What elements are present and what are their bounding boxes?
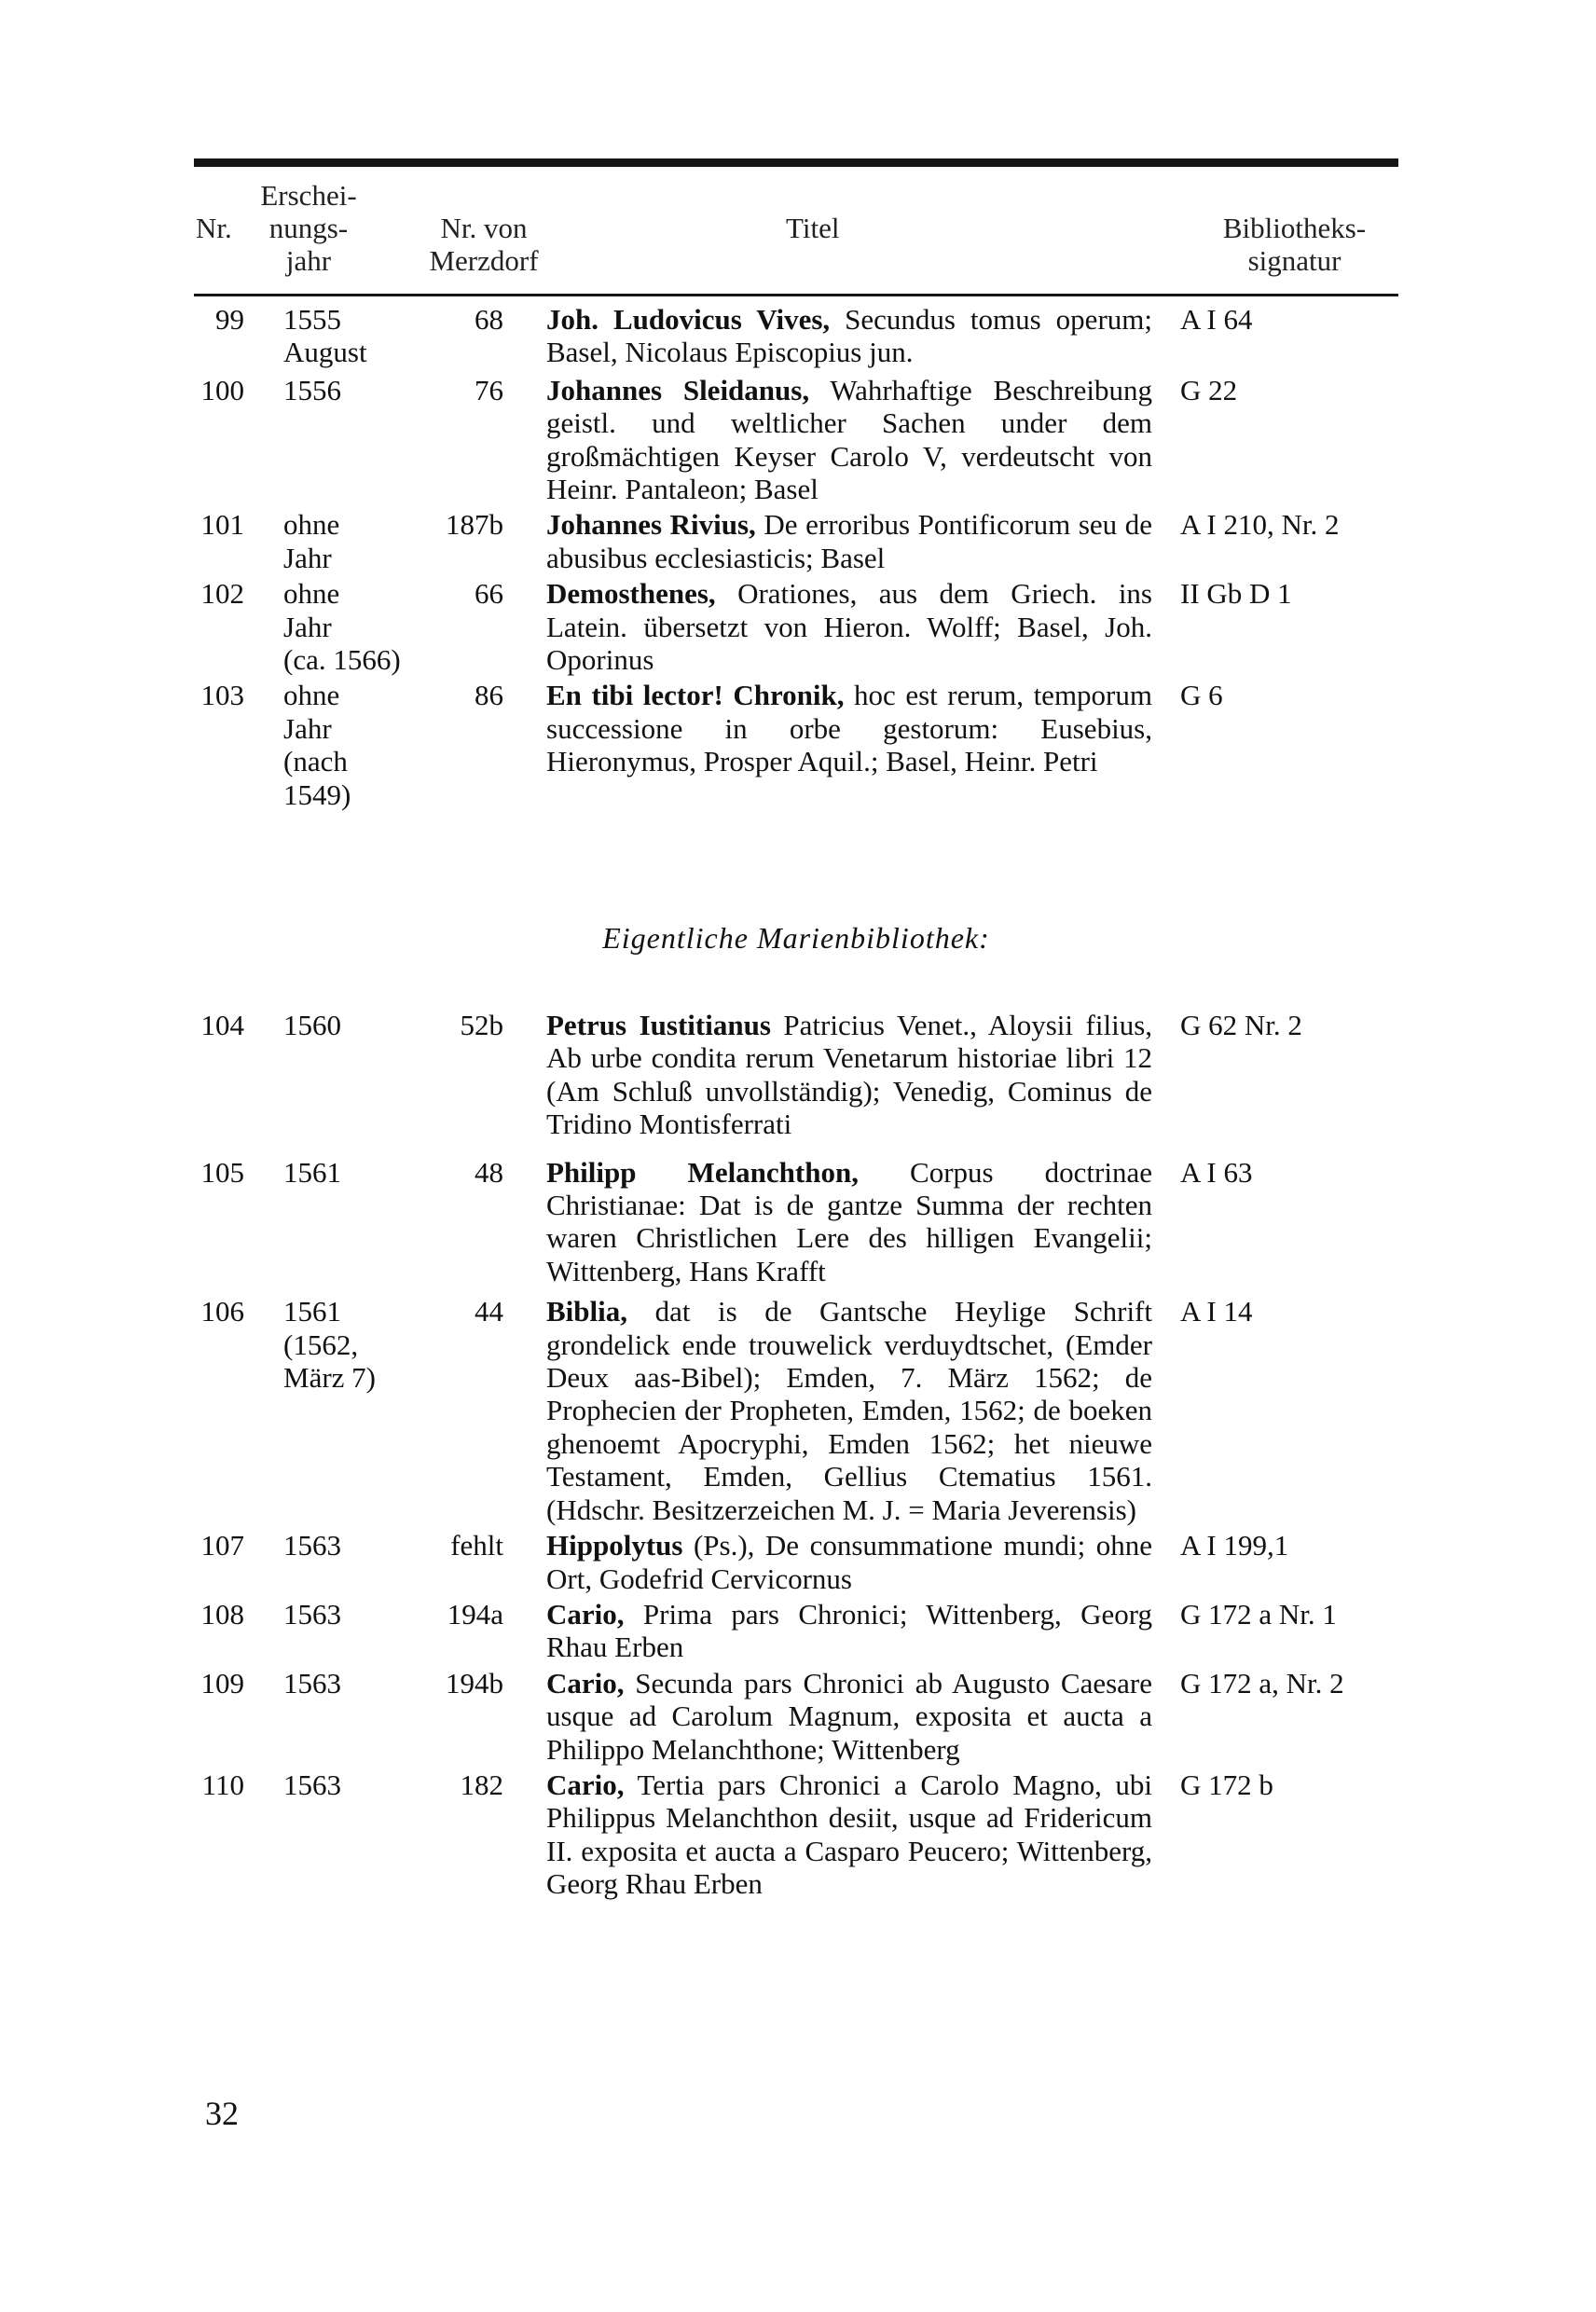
entry-author: Joh. Ludovicus Vives, <box>546 303 831 336</box>
entry-title-text: (Ps.), De consummatione mundi; ohne Ort, Godefrid Cervicornus <box>546 1529 1152 1595</box>
entry-nr: 102 <box>200 577 244 611</box>
entry-signature: G 6 <box>1180 679 1223 712</box>
header-year: Erschei- nungs- jahr <box>260 179 357 277</box>
catalog-entry-105 <box>194 1156 1398 1288</box>
entry-title-text: Wahrhaftige Beschreibung geistl. und weltlicher Sachen under dem großmächtigen Keyser Carolo V, verdeutscht von Heinr. Pantaleon; Basel <box>546 373 1152 506</box>
entry-title-text: Tertia pars Chronici a Carolo Magno, ubi Philippus Melanchthon desiit, usque ad Fridericum II. exposita et aucta a Casparo Peucero; Wittenberg, Georg Rhau Erben <box>546 1768 1152 1901</box>
entry-signature: A I 63 <box>1180 1155 1253 1189</box>
entry-year: 1563 <box>283 1529 341 1562</box>
entry-title-text: dat is de Gantsche Heylige Schrift grondelick ende trouwelick verduydtschet, (Emder Deux aas-Bibel); Emden, 7. März 1562; de Prophecien der Propheten, Emden, 1562; de boeken ghenoemt Apocryphi, Emden 1562; het nieuwe Testament, Emden, Gellius Ctematius 1561. (Hdschr. Besitzerzeichen M. J. = Maria Jeverensis) <box>546 1295 1152 1526</box>
entry-nr: 101 <box>200 508 244 542</box>
entry-title <box>546 374 1152 506</box>
entry-author: Demosthenes, <box>546 577 716 611</box>
entry-title-text: hoc est rerum, temporum successione in orbe gestorum: Eusebius, Hieronymus, Prosper Aquil.; Basel, Heinr. Petri <box>546 679 1152 778</box>
catalog-entry-99 <box>194 303 1398 369</box>
entry-author: Hippolytus <box>546 1529 683 1562</box>
entry-year: 1561 <box>283 1155 341 1189</box>
entry-author: Cario, <box>546 1768 625 1801</box>
catalog-entry-108 <box>194 1598 1398 1664</box>
entry-nr: 110 <box>201 1768 244 1801</box>
entry-signature: G 172 b <box>1180 1768 1273 1801</box>
entry-title <box>546 1529 1152 1595</box>
catalog-entry-106 <box>194 1295 1398 1526</box>
catalog-entry-102 <box>194 577 1398 676</box>
entry-signature: A I 64 <box>1180 303 1253 336</box>
entry-merzdorf: 194b <box>446 1666 503 1700</box>
entry-year: ohne Jahr <box>283 508 340 574</box>
entry-title <box>546 1598 1152 1664</box>
entry-title-text: Corpus doctrinae Christianae: Dat is de gantze Summa der rechten waren Christlichen Lere des hilligen Evangelii; Wittenberg, Hans Krafft <box>546 1155 1152 1287</box>
entries-group-a <box>194 303 1398 811</box>
entry-signature: G 172 a, Nr. 2 <box>1180 1666 1344 1700</box>
header-title: Titel <box>786 212 840 244</box>
entry-nr: 107 <box>200 1529 244 1562</box>
entry-signature: G 22 <box>1180 373 1238 406</box>
entry-nr: 104 <box>200 1009 244 1041</box>
entry-year: 1556 <box>283 373 341 406</box>
entry-merzdorf: 187b <box>446 508 503 542</box>
catalog-entry-107 <box>194 1529 1398 1595</box>
entry-nr: 99 <box>215 303 244 336</box>
entry-signature: II Gb D 1 <box>1180 577 1292 611</box>
header-signature: Bibliotheks- signatur <box>1222 212 1367 277</box>
entry-author: Petrus Iustitianus <box>546 1009 771 1041</box>
entry-title <box>546 1295 1152 1526</box>
entry-year: 1563 <box>283 1597 341 1631</box>
entry-title <box>546 508 1152 574</box>
catalog-entry-100 <box>194 374 1398 506</box>
entry-nr: 100 <box>200 373 244 406</box>
top-rule <box>194 158 1398 167</box>
entry-year: ohne Jahr (nach 1549) <box>283 679 351 811</box>
entry-title <box>546 303 1152 369</box>
entry-title-text: Patricius Venet., Aloysii filius, Ab urbe condita rerum Venetarum historiae libri 12 (Am Schluß unvollständig); Venedig, Cominus de Tridino Montisferrati <box>546 1009 1153 1141</box>
entry-nr: 106 <box>200 1295 244 1328</box>
entry-author: Philipp Melanchthon, <box>546 1155 859 1189</box>
entry-year: 1555 August <box>283 303 367 369</box>
entry-merzdorf: 76 <box>475 373 503 406</box>
entry-author: Biblia, <box>546 1295 628 1328</box>
entry-year: 1561 (1562, März 7) <box>283 1295 376 1395</box>
entry-merzdorf: 68 <box>475 303 503 336</box>
entry-nr: 105 <box>200 1155 244 1189</box>
header-rule <box>194 294 1398 296</box>
catalog-entry-110 <box>194 1768 1398 1901</box>
entry-title-text: Secunda pars Chronici ab Augusto Caesare usque ad Carolum Magnum, exposita et aucta a Philippo Melanchthone; Wittenberg <box>546 1666 1152 1766</box>
entry-signature: A I 199,1 <box>1180 1529 1289 1562</box>
entry-author: En tibi lector! Chronik, <box>546 679 845 712</box>
entry-merzdorf: 86 <box>475 679 503 712</box>
entry-title <box>546 1667 1152 1766</box>
header-nr: Nr. <box>196 212 232 244</box>
entry-merzdorf: fehlt <box>450 1529 503 1562</box>
entry-signature: A I 210, Nr. 2 <box>1180 508 1340 542</box>
entry-title <box>546 1156 1152 1288</box>
entry-nr: 108 <box>200 1597 244 1631</box>
entry-title <box>546 1768 1152 1901</box>
catalog-entry-101 <box>194 508 1398 574</box>
entry-merzdorf: 66 <box>475 577 503 611</box>
entry-title-text: Prima pars Chronici; Wittenberg, Georg Rhau Erben <box>546 1597 1152 1664</box>
entry-merzdorf: 48 <box>475 1155 503 1189</box>
entry-nr: 103 <box>200 679 244 712</box>
catalog-entry-103 <box>194 679 1398 811</box>
entry-year: ohne Jahr (ca. 1566) <box>283 577 401 677</box>
entry-title <box>546 577 1152 676</box>
entry-author: Johannes Sleidanus, <box>546 373 810 406</box>
entry-merzdorf: 194a <box>447 1597 503 1631</box>
entry-merzdorf: 182 <box>460 1768 503 1801</box>
entry-title-text: De erroribus Pontificorum seu de abusibus ecclesiasticis; Basel <box>546 508 1153 574</box>
entry-author: Cario, <box>546 1666 625 1700</box>
entry-year: 1560 <box>283 1009 341 1041</box>
catalog-entry-104 <box>194 1009 1398 1141</box>
entry-signature: A I 14 <box>1180 1295 1253 1328</box>
entry-title <box>546 1009 1152 1141</box>
entry-title-text: Orationes, aus dem Griech. ins Latein. übersetzt von Hieron. Wolff; Basel, Joh. Oporinus <box>546 577 1152 677</box>
entry-merzdorf: 44 <box>475 1295 503 1328</box>
entry-author: Johannes Rivius, <box>546 508 756 542</box>
entry-nr: 109 <box>200 1666 244 1700</box>
entry-title-text: Secundus tomus operum; Basel, Nicolaus Episcopius jun. <box>546 303 1152 369</box>
header-merzdorf: Nr. von Merzdorf <box>429 212 539 277</box>
entry-title <box>546 679 1152 811</box>
entry-merzdorf: 52b <box>460 1009 503 1041</box>
entries-group-b <box>194 1009 1398 1901</box>
catalog-entry-109 <box>194 1667 1398 1766</box>
entry-author: Cario, <box>546 1597 625 1631</box>
entry-year: 1563 <box>283 1768 341 1801</box>
page-number: 32 <box>205 2095 239 2132</box>
entry-signature: G 62 Nr. 2 <box>1180 1009 1302 1041</box>
section-heading: Eigentliche Marienbibliothek: <box>602 921 990 955</box>
entry-year: 1563 <box>283 1666 341 1700</box>
entry-signature: G 172 a Nr. 1 <box>1180 1597 1337 1631</box>
